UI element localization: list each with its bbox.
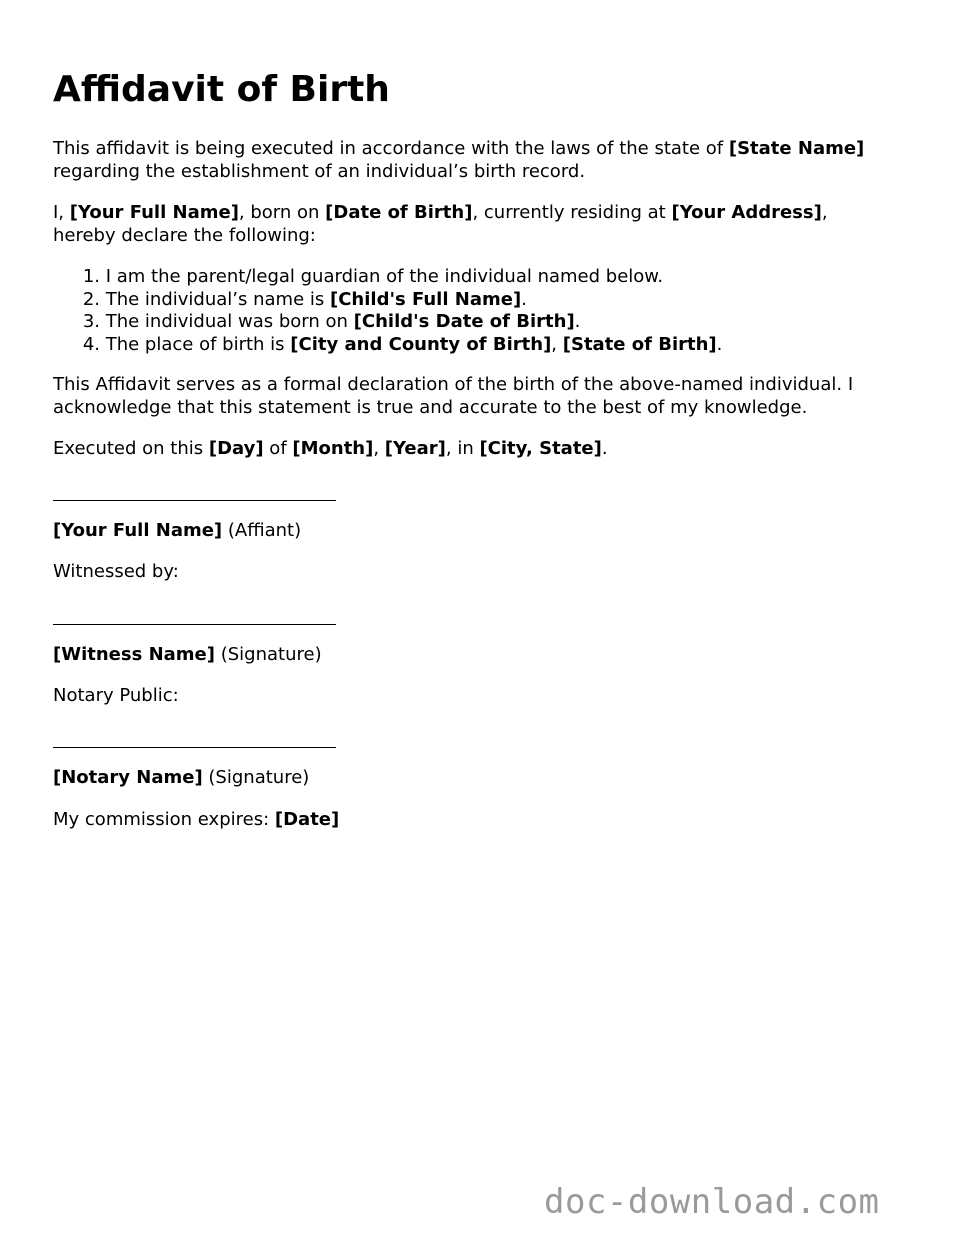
commission-date-placeholder: [Date] xyxy=(274,809,340,830)
affiant-signature-line xyxy=(53,500,336,501)
city-state-placeholder: [City, State] xyxy=(479,438,602,459)
month-placeholder: [Month] xyxy=(292,438,374,459)
declaration-paragraph: I, [Your Full Name], born on [Date of Birth], currently residing at [Your Address], hereby declare the following: xyxy=(53,202,828,246)
child-name-placeholder: [Child's Full Name] xyxy=(329,288,522,310)
declaration-list xyxy=(53,266,722,356)
list-item: 1. I am the parent/legal guardian of the individual named below. xyxy=(82,266,664,287)
date-of-birth-placeholder: [Date of Birth] xyxy=(325,202,473,223)
day-placeholder: [Day] xyxy=(208,438,264,459)
state-name-placeholder: [State Name] xyxy=(728,138,865,159)
list-item: 2. The individual’s name is [Child's Full Name]. xyxy=(82,288,527,310)
list-item: 4. The place of birth is [City and County of Birth], [State of Birth]. xyxy=(82,333,723,355)
witness-label: Witnessed by: xyxy=(53,561,179,582)
birth-state-placeholder: [State of Birth] xyxy=(562,333,717,355)
full-name-placeholder: [Your Full Name] xyxy=(69,202,239,223)
notary-label: Notary Public: xyxy=(53,685,179,706)
birth-city-placeholder: [City and County of Birth] xyxy=(290,333,552,355)
notary-caption: [Notary Name] (Signature) xyxy=(53,767,310,788)
address-placeholder: [Your Address] xyxy=(671,202,822,223)
notary-signature-line xyxy=(53,747,336,748)
executed-paragraph: Executed on this [Day] of [Month], [Year], in [City, State]. xyxy=(53,438,608,459)
intro-paragraph: This affidavit is being executed in accordance with the laws of the state of [State Name] regarding the establishment of an individual’s birth record. xyxy=(53,138,865,182)
watermark: doc-download.com xyxy=(544,1182,880,1222)
year-placeholder: [Year] xyxy=(384,438,446,459)
commission-line: My commission expires: [Date] xyxy=(53,809,340,830)
statement-paragraph: This Affidavit serves as a formal declaration of the birth of the above-named individual. I acknowledge that this statement is true and accurate to the best of my knowledge. xyxy=(53,374,854,418)
witness-caption: [Witness Name] (Signature) xyxy=(53,644,322,665)
document-title: Affidavit of Birth xyxy=(53,69,390,110)
witness-signature-line xyxy=(53,624,336,625)
affiant-caption: [Your Full Name] (Affiant) xyxy=(53,520,302,541)
list-item: 3. The individual was born on [Child's Date of Birth]. xyxy=(82,311,581,332)
child-dob-placeholder: [Child's Date of Birth] xyxy=(353,311,575,332)
